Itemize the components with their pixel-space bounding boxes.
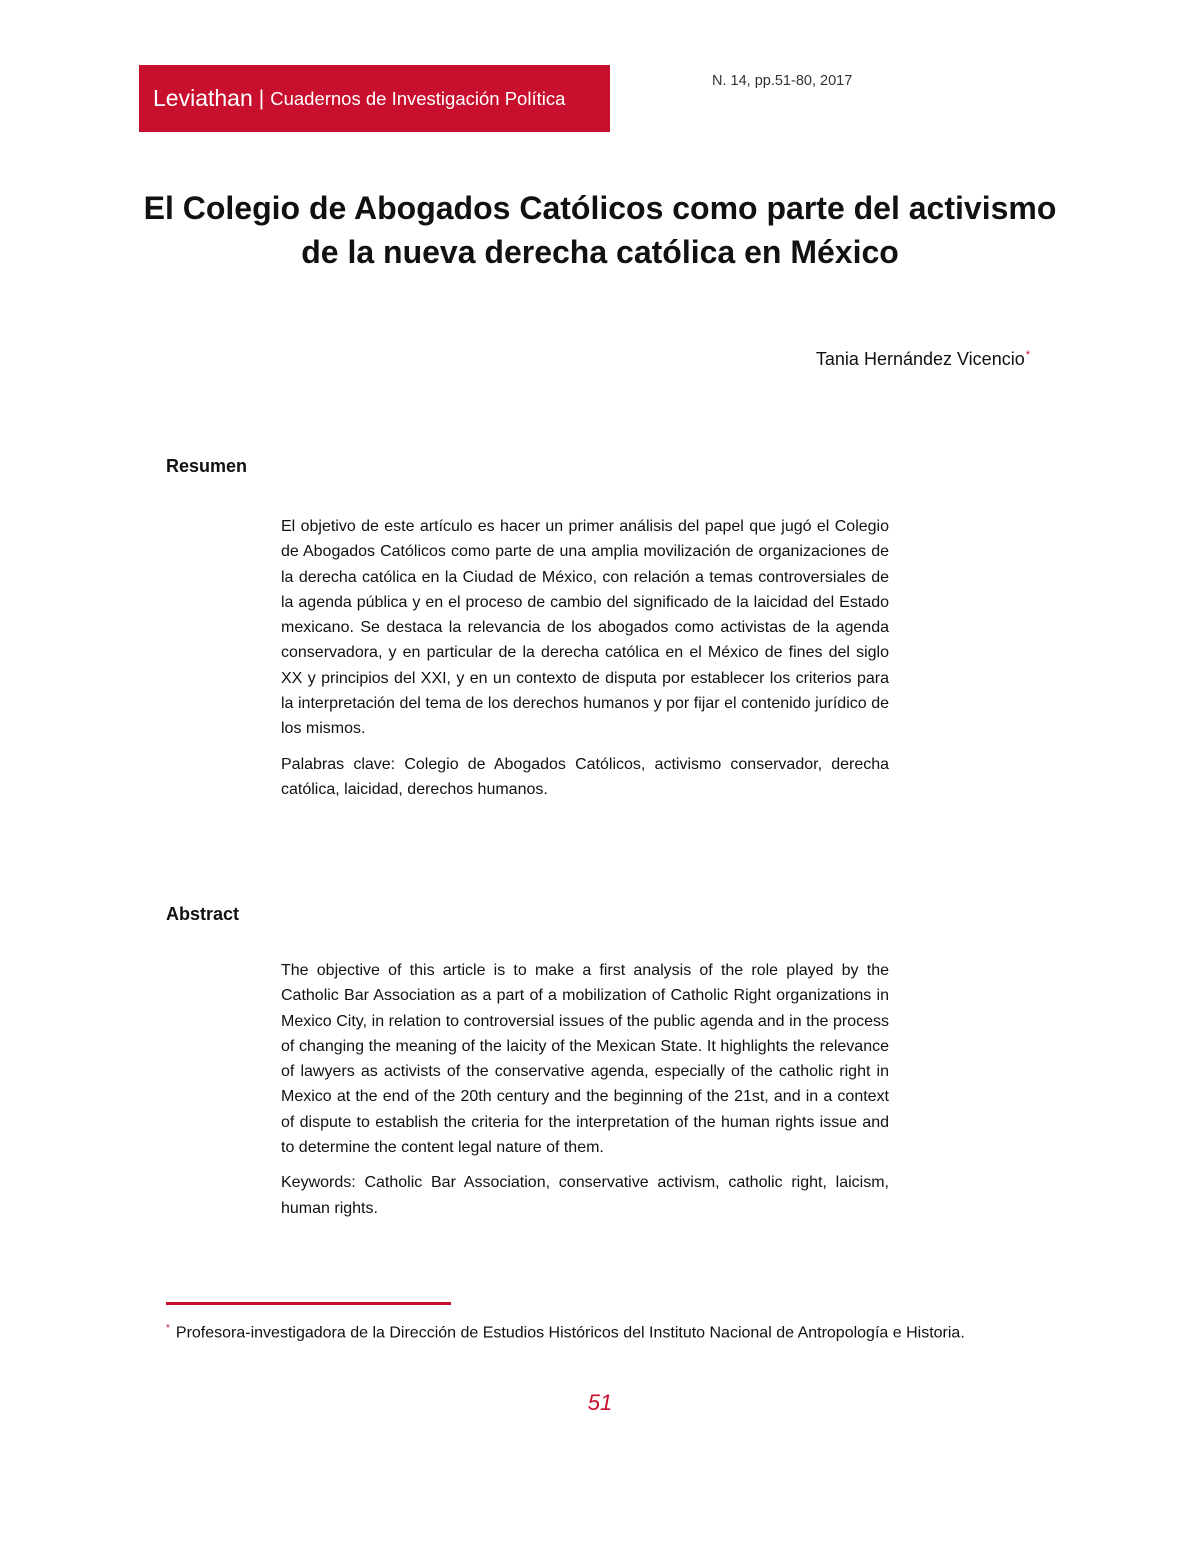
journal-subtitle: Cuadernos de Investigación Política [270, 87, 566, 109]
article-title-line-2: de la nueva derecha católica en México [301, 234, 899, 270]
author-name: Tania Hernández Vicencio [815, 349, 1025, 369]
header-separator: | [258, 86, 265, 110]
resumen-section [281, 514, 889, 802]
journal-header-banner [139, 65, 610, 132]
resumen-paragraph: El objetivo de este artículo es hacer un primer análisis del papel que jugó el Colegio de Abogados Católicos como parte de una amplia movilización de organizaciones de la derecha católica en la Ciudad de México, con relación a temas controversiales de la agenda pública y en el proceso de cambio del significado de la laicidad del Estado mexicano. Se destaca la relevancia de los abogados como activistas de la agenda conservadora, y en particular de la derecha católica en el México de fines del siglo XX y principios del XXI, y en un contexto de disputa por establecer los criterios para la interpretación del tema de los derechos humanos y por fijar el contenido jurídico de los mismos. [281, 518, 889, 738]
resumen-keywords-label: Palabras clave: [281, 755, 396, 773]
footnote [166, 1316, 1034, 1345]
article-title-line-1: El Colegio de Abogados Católicos como parte del activismo [143, 190, 1057, 226]
resumen-keywords [281, 752, 889, 803]
footnote-divider [166, 1302, 451, 1305]
footnote-mark: * [166, 1323, 170, 1334]
abstract-section [281, 958, 889, 1221]
abstract-keywords-text: Catholic Bar Association, conservative activism, catholic right, laicism, human rights. [281, 1174, 889, 1217]
footnote-text: Profesora-investigadora de la Dirección de Estudios Históricos del Instituto Nacional de Antropología e Historia. [175, 1324, 965, 1342]
abstract-heading: Abstract [166, 904, 240, 924]
resumen-heading: Resumen [166, 456, 248, 476]
resumen-keywords-text: Colegio de Abogados Católicos, activismo conservador, derecha católica, laicidad, derechos humanos. [281, 755, 890, 798]
issue-info: N. 14, pp.51-80, 2017 [712, 73, 853, 89]
abstract-keywords [281, 1170, 889, 1221]
journal-brand: Leviathan [153, 85, 253, 111]
abstract-keywords-label: Keywords: [281, 1174, 356, 1192]
article-title [120, 186, 1080, 274]
page-number: 51 [587, 1390, 613, 1415]
abstract-paragraph: The objective of this article is to make a first analysis of the role played by the Catholic Bar Association as a part of a mobilization of Catholic Right organizations in Mexico City, in relation to controversial issues of the public agenda and in the process of changing the meaning of the laicity of the Mexican State. It highlights the relevance of lawyers as activists of the conservative agenda, especially of the catholic right in Mexico at the end of the 20th century and the beginning of the 21st, and in a context of dispute to establish the criteria for the interpretation of the human rights issue and to determine the content legal nature of them. [281, 962, 889, 1157]
author-footnote-mark: * [1025, 349, 1030, 361]
author-line [816, 349, 1030, 370]
